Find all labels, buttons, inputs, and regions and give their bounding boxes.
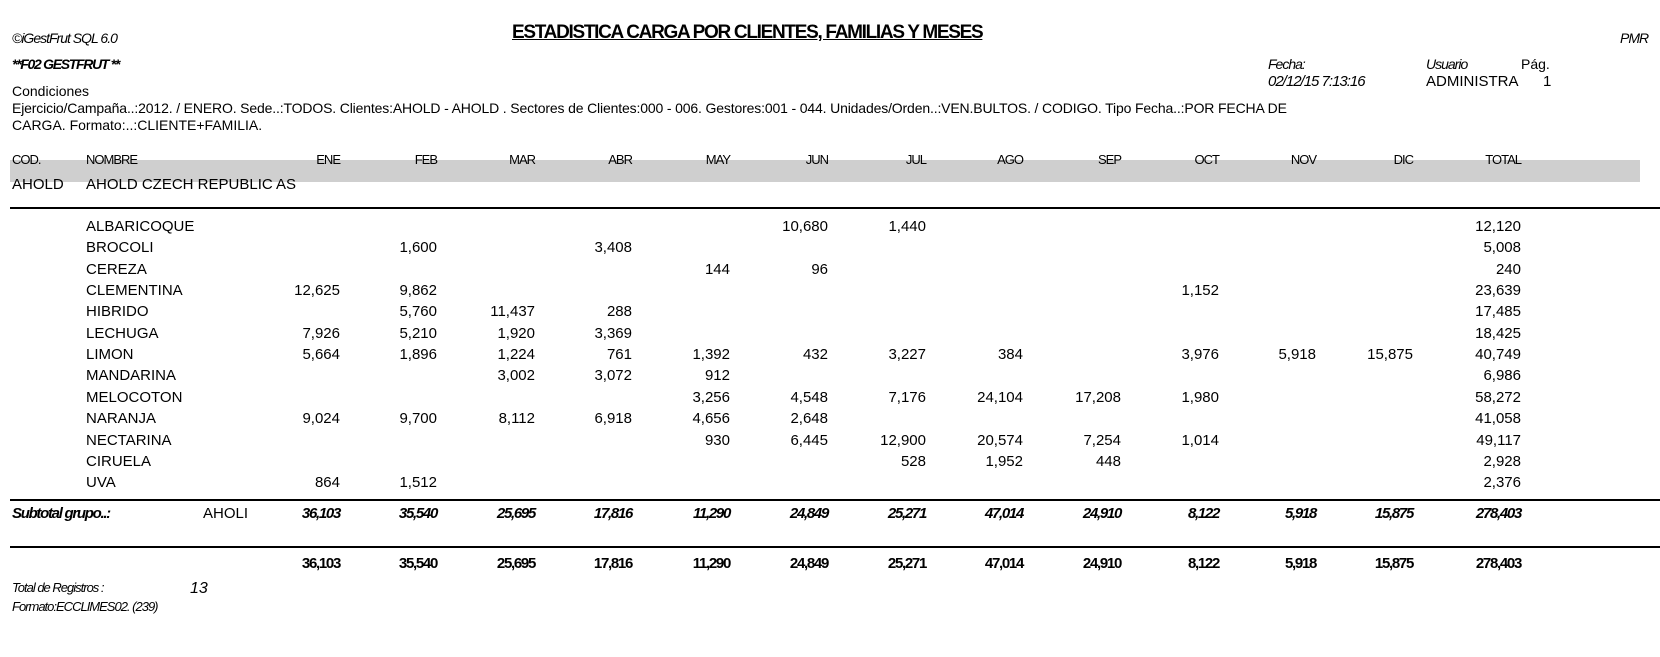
cell-value: 7,926 [302,324,340,342]
subtotal-value: 35,540 [398,505,437,522]
cell-value: 912 [704,367,730,385]
cell-value: 7,176 [888,388,926,406]
cell-value: 9,024 [302,410,340,428]
subtotal-label: Subtotal grupo..: [12,505,110,522]
cell-value: 930 [704,431,730,449]
cell-value: 5,008 [1483,239,1521,257]
row-name: NECTARINA [86,431,172,449]
cell-value: 3,369 [594,324,632,342]
row-name: LIMON [86,346,134,364]
column-header: SEP [1097,152,1121,167]
cell-value: 6,445 [790,431,828,449]
registros-value: 13 [190,580,208,597]
column-header: NOMBRE [86,152,138,167]
cell-value: 24,104 [977,388,1023,406]
cell-value: 4,548 [790,388,828,406]
cell-value: 12,900 [880,431,926,449]
cell-value: 144 [704,260,730,278]
cell-value: 12,120 [1475,218,1521,235]
subtotal-value: 47,014 [984,505,1023,522]
cell-value: 40,749 [1475,346,1521,364]
condiciones-line2: CARGA. Formato:..:CLIENTE+FAMILIA. [12,117,263,133]
cell-value: 864 [314,474,340,492]
subtotal-value: 278,403 [1475,505,1521,522]
fecha-label: Fecha: [1268,56,1305,72]
cell-value: 3,002 [497,367,535,385]
cell-value: 1,392 [692,346,730,364]
row-name: LECHUGA [86,324,159,342]
column-header: DIC [1393,152,1413,167]
column-header: ABR [608,152,632,167]
subtotal-value: 8,122 [1187,505,1219,522]
cell-value: 5,664 [302,346,340,364]
cell-value: 384 [997,346,1023,364]
cell-value: 3,976 [1181,346,1219,364]
subtotal-value: 25,695 [496,505,535,522]
cell-value: 1,152 [1181,282,1219,300]
cell-value: 240 [1495,260,1521,278]
cell-value: 4,656 [692,410,730,428]
cell-value: 5,210 [399,324,437,342]
cell-value: 49,117 [1476,431,1521,449]
corner-label: PMR [1620,30,1649,46]
grand-total-value: 36,103 [301,555,340,572]
grand-total-value: 24,910 [1082,555,1121,572]
cell-value: 17,208 [1075,388,1121,406]
cell-value: 2,648 [790,410,828,428]
cell-value: 6,918 [594,410,632,428]
grand-total-value: 11,290 [692,555,730,572]
cell-value: 3,256 [692,388,730,406]
fecha-value: 02/12/15 7:13:16 [1268,73,1365,90]
row-name: HIBRIDO [86,303,149,321]
grand-total-value: 8,122 [1187,555,1219,572]
formato-label: Formato:ECCLIMES02. (239) [12,599,158,614]
company-label: **F02 GESTFRUT ** [12,56,120,72]
cell-value: 288 [606,303,632,321]
cell-value: 10,680 [782,218,828,235]
row-name: CIRUELA [86,452,152,470]
client-code: AHOLD [12,176,64,193]
usuario-label: Usuario [1426,56,1468,72]
cell-value: 23,639 [1475,282,1521,300]
cell-value: 1,440 [888,218,926,235]
row-name: MELOCOTON [86,388,183,406]
cell-value: 432 [802,346,828,364]
column-header: COD. [12,152,41,167]
subtotal-value: 11,290 [693,505,730,522]
row-name: UVA [86,474,116,492]
grand-total-value: 47,014 [984,555,1023,572]
cell-value: 58,272 [1475,388,1521,406]
subtotal-value: 5,918 [1284,505,1316,522]
column-header: MAR [509,152,535,167]
condiciones-label: Condiciones [12,83,90,99]
cell-value: 2,376 [1483,474,1521,492]
cell-value: 1,014 [1181,431,1219,449]
cell-value: 2,928 [1483,452,1521,470]
cell-value: 15,875 [1367,346,1413,364]
cell-value: 528 [900,452,926,470]
cell-value: 96 [811,260,828,278]
column-header: FEB [414,152,437,167]
cell-value: 3,408 [594,239,632,257]
cell-value: 1,896 [399,346,437,364]
row-name: ALBARICOQUE [86,218,195,235]
cell-value: 5,918 [1278,346,1316,364]
cell-value: 1,224 [497,346,535,364]
grand-total-value: 25,271 [887,555,926,572]
cell-value: 3,072 [594,367,632,385]
grand-total-value: 278,403 [1475,555,1521,572]
column-header: JUN [805,152,828,167]
grand-total-value: 17,816 [593,555,632,572]
column-header: ENE [316,152,340,167]
pag-label: Pág. [1521,56,1550,72]
grand-total-value: 5,918 [1284,555,1316,572]
column-header: TOTAL [1485,152,1521,167]
cell-value: 9,700 [399,410,437,428]
subtotal-value: 24,849 [789,505,828,522]
grand-total-value: 25,695 [496,555,535,572]
column-header: AGO [997,152,1023,167]
grand-total-value: 15,875 [1374,555,1413,572]
cell-value: 1,980 [1181,388,1219,406]
cell-value: 8,112 [498,410,535,428]
divider-subtotal [10,499,1660,501]
cell-value: 1,952 [985,452,1023,470]
subtotal-value: 15,875 [1374,505,1413,522]
cell-value: 41,058 [1475,410,1521,428]
pag-value: 1 [1543,73,1552,90]
cell-value: 3,227 [888,346,926,364]
grand-total-value: 24,849 [789,555,828,572]
column-header: NOV [1290,152,1316,167]
row-name: CLEMENTINA [86,282,183,300]
column-header: MAY [705,152,730,167]
usuario-value: ADMINISTRA [1426,73,1519,90]
cell-value: 17,485 [1475,303,1521,321]
row-name: CEREZA [86,260,147,278]
subtotal-value: 17,816 [593,505,632,522]
subtotal-code: AHOLI [203,505,249,522]
column-header: JUL [905,152,926,167]
cell-value: 7,254 [1083,431,1121,449]
cell-value: 20,574 [977,431,1023,449]
cell-value: 1,920 [497,324,535,342]
cell-value: 9,862 [399,282,437,300]
cell-value: 448 [1095,452,1121,470]
report-title: ESTADISTICA CARGA POR CLIENTES, FAMILIAS Y MESES [512,22,983,43]
subtotal-value: 36,103 [301,505,340,522]
cell-value: 12,625 [294,282,340,300]
cell-value: 1,600 [399,239,437,257]
divider-top [10,207,1660,209]
client-name: AHOLD CZECH REPUBLIC AS [86,176,297,193]
divider-total [10,546,1660,548]
row-name: NARANJA [86,410,157,428]
copyright-label: ©iGestFrut SQL 6.0 [12,30,117,46]
cell-value: 11,437 [490,303,535,321]
row-name: BROCOLI [86,239,154,257]
row-name: MANDARINA [86,367,177,385]
grand-total-value: 35,540 [398,555,437,572]
cell-value: 5,760 [399,303,437,321]
cell-value: 18,425 [1475,324,1521,342]
cell-value: 6,986 [1483,367,1521,385]
registros-label: Total de Registros : [12,580,104,595]
subtotal-value: 25,271 [887,505,926,522]
column-header: OCT [1194,152,1219,167]
subtotal-value: 24,910 [1082,505,1121,522]
cell-value: 761 [606,346,632,364]
cell-value: 1,512 [399,474,437,492]
condiciones-line1: Ejercicio/Campaña..:2012. / ENERO. Sede..:TODOS. Clientes:AHOLD - AHOLD . Sectores de Clientes:000 - 006. Gestores:001 - 044. Unidades/Orden..:VEN.BULTOS. / CODIGO. Tipo Fecha..:POR FECHA DE [12,100,1287,116]
